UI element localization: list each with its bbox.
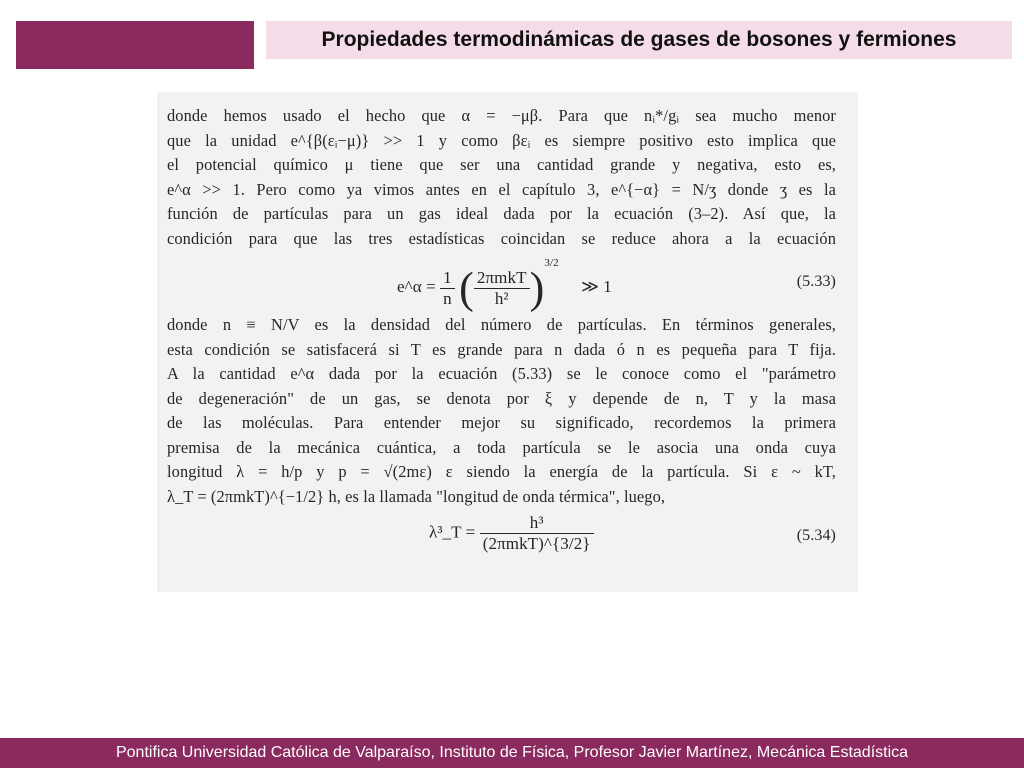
text-line: premisa de la mecánica cuántica, a toda partícula se le asocia una onda cuya: [167, 437, 836, 457]
equation-5-34: [167, 509, 836, 565]
close-paren: ): [529, 263, 545, 313]
title-bar: [266, 21, 1012, 59]
eq1-fraction: [440, 268, 455, 309]
eq1-inner-den: h²: [494, 288, 509, 308]
equation-5-33: [167, 251, 836, 313]
eq2-fraction: [480, 513, 594, 554]
eq1-exponent: 3/2: [544, 257, 559, 269]
text-line: que la unidad e^{β(εᵢ−μ)} >> 1 y como βεᵢ es siempre positivo esto implica que: [167, 130, 836, 150]
eq2-frac-num: h³: [480, 513, 594, 534]
eq1-frac-num: 1: [440, 268, 455, 289]
text-line: donde hemos usado el hecho que α = −μβ. Para que nᵢ*/gᵢ sea mucho menor: [167, 106, 836, 125]
text-line: condición para que las tres estadísticas coincidan se reduce ahora a la ecuación: [167, 228, 836, 248]
text-line: el potencial químico μ tiene que ser una cantidad grande y negativa, esto es,: [167, 155, 836, 174]
eq1-lhs: e^α =: [397, 277, 436, 296]
text-line: e^α >> 1. Pero como ya vimos antes en el capítulo 3, e^{−α} = N/ʒ donde ʒ es la: [167, 179, 836, 199]
open-paren: (: [459, 263, 474, 313]
scanned-page: [157, 92, 858, 592]
text-line: λ_T = (2πmkT)^{−1/2} h, es la llamada "longitud de onda térmica", luego,: [167, 486, 666, 506]
text-line: de las moléculas. Para entender mejor su significado, recordemos la primera: [167, 413, 836, 432]
text-line: longitud λ = h/p y p = √(2mε) ε siendo la energía de la partícula. Si ε ~ kT,: [167, 462, 836, 481]
footer-text: Pontifica Universidad Católica de Valparaíso, Instituto de Física, Profesor Javier Martínez, Mecánica Estadística: [115, 744, 909, 761]
eq1-frac-den: n: [443, 288, 452, 308]
eq1-number: (5.33): [796, 273, 836, 290]
eq2-frac-den: (2πmkT)^{3/2}: [482, 534, 591, 553]
eq1-inner-fraction: [474, 268, 530, 309]
text-line: A la cantidad e^α dada por la ecuación (5.33) se le conoce como el "parámetro: [167, 364, 836, 383]
accent-block: [16, 21, 254, 69]
text-line: esta condición se satisfacerá si T es grande para n dada ó n es pequeña para T fija.: [167, 339, 836, 359]
eq2-lhs: λ³_T =: [429, 522, 476, 542]
footer-bar: [0, 738, 1024, 768]
eq1-inner-num: 2πmkT: [474, 268, 530, 289]
text-line: donde n ≡ N/V es la densidad del número de partículas. En términos generales,: [167, 315, 836, 334]
eq1-rhs: ≫ 1: [581, 277, 612, 296]
slide-title: Propiedades termodinámicas de gases de bosones y fermiones: [321, 28, 957, 51]
eq2-number: (5.34): [796, 527, 836, 544]
text-line: función de partículas para un gas ideal dada por la ecuación (3–2). Así que, la: [167, 204, 836, 223]
text-line: de degeneración" de un gas, se denota por ξ y depende de n, T y la masa: [167, 388, 836, 408]
